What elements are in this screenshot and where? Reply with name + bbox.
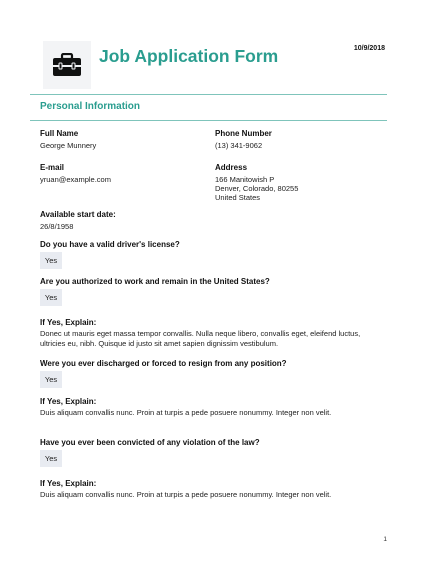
explain-label-convicted: If Yes, Explain: xyxy=(40,479,97,488)
top-divider xyxy=(30,94,387,95)
explain-text-convicted: Duis aliquam convallis nunc. Proin at turpis a pede posuere nonummy. Integer non velit. xyxy=(40,490,332,499)
full-name-label: Full Name xyxy=(40,129,79,138)
page-number: 1 xyxy=(383,536,387,543)
answer-badge-discharged: Yes xyxy=(40,371,62,388)
question-discharged: Were you ever discharged or forced to resign from any position? xyxy=(40,359,287,368)
address-label: Address xyxy=(215,163,248,172)
question-convicted: Have you ever been convicted of any violation of the law? xyxy=(40,438,260,447)
start-date-label: Available start date: xyxy=(40,210,116,219)
explain-text-discharged: Duis aliquam convallis nunc. Proin at turpis a pede posuere nonummy. Integer non velit. xyxy=(40,408,332,417)
answer-badge-drivers-license: Yes xyxy=(40,252,62,269)
email-label: E-mail xyxy=(40,163,65,172)
page-title: Job Application Form xyxy=(99,46,279,66)
phone-label: Phone Number xyxy=(215,129,272,138)
section-title: Personal Information xyxy=(40,101,141,112)
explain-label-work-authorization: If Yes, Explain: xyxy=(40,318,97,327)
question-work-authorization: Are you authorized to work and remain in the United States? xyxy=(40,277,270,286)
email-value: yruan@example.com xyxy=(40,175,111,184)
address-line-2: Denver, Colorado, 80255 xyxy=(215,184,299,193)
logo xyxy=(43,41,91,89)
document-date: 10/9/2018 xyxy=(353,45,385,52)
section-divider xyxy=(30,120,387,121)
question-drivers-license: Do you have a valid driver's license? xyxy=(40,240,180,249)
answer-badge-convicted: Yes xyxy=(40,450,62,467)
start-date-value: 26/8/1958 xyxy=(40,222,74,231)
answer-badge-work-authorization: Yes xyxy=(40,289,62,306)
explain-label-discharged: If Yes, Explain: xyxy=(40,397,97,406)
address-line-3: United States xyxy=(215,193,261,202)
briefcase-icon xyxy=(52,53,82,77)
full-name-value: George Munnery xyxy=(40,141,97,150)
explain-text-work-authorization: Donec ut mauris eget massa tempor convallis. Nulla neque libero, convallis eget, eleifend luctus, ultricies eu, nibh. Quisque id justo sit amet sapien dignissim vestibulum. xyxy=(40,329,361,348)
address-line-1: 166 Manitowish P xyxy=(215,175,275,184)
phone-value: (13) 341-9062 xyxy=(215,141,263,150)
